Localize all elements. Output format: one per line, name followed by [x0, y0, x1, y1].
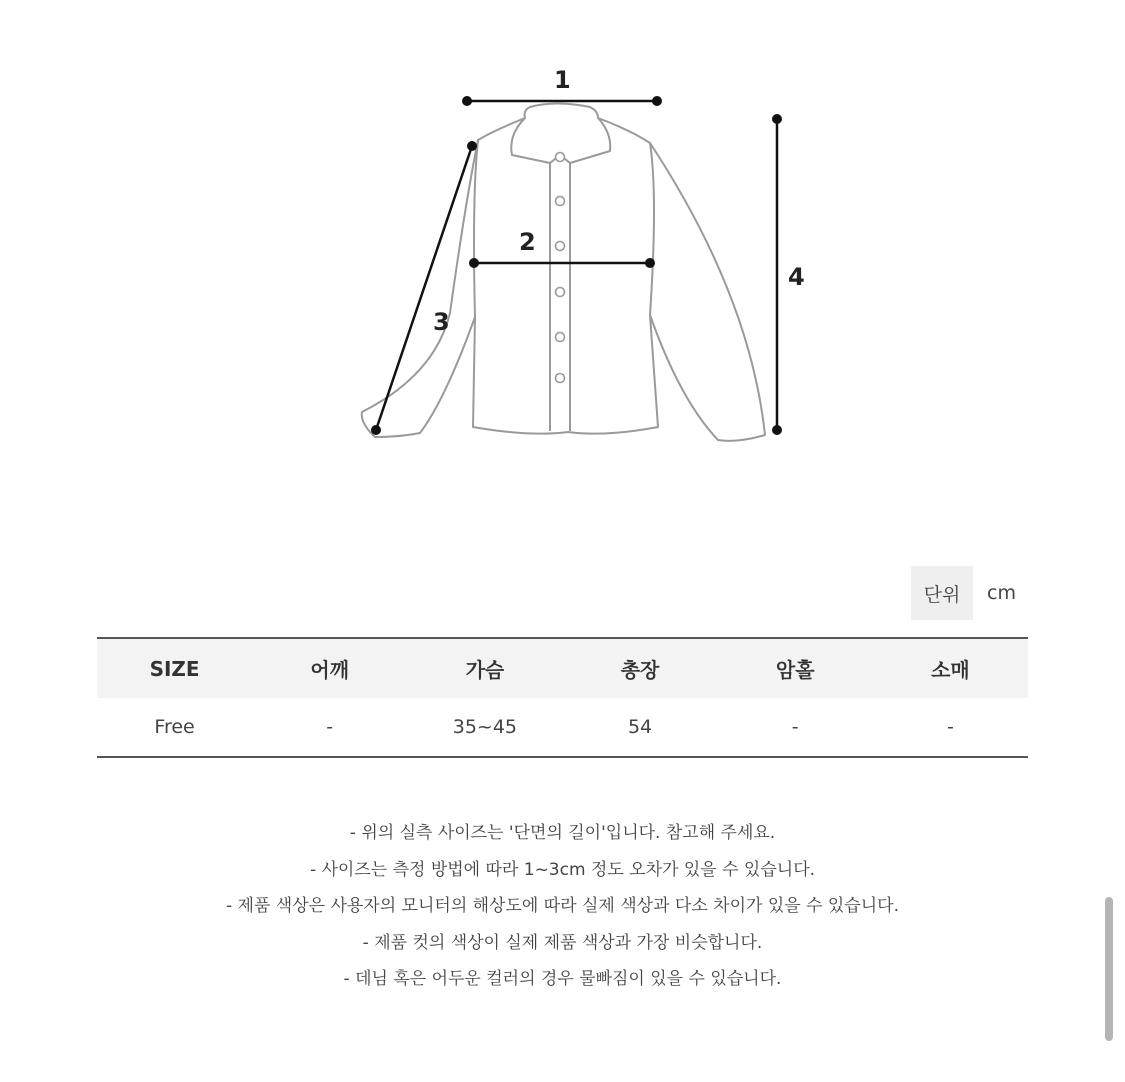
button-icon	[556, 153, 565, 162]
shirt-outline	[362, 118, 765, 441]
header-shoulder: 어깨	[252, 638, 407, 698]
unit-indicator	[911, 566, 1016, 620]
cell-size: Free	[97, 698, 252, 757]
note-line: - 제품 컷의 색상이 실제 제품 색상과 가장 비슷합니다.	[362, 932, 763, 953]
header-length: 총장	[562, 638, 717, 698]
measure-line-3	[376, 146, 472, 430]
cell-chest: 35~45	[407, 698, 562, 757]
shirt-measurement-diagram	[340, 55, 810, 455]
cell-length: 54	[562, 698, 717, 757]
table-header-row	[97, 638, 1028, 698]
measure-label-4: 4	[788, 263, 805, 291]
button-icon	[556, 197, 565, 206]
note-line: - 위의 실측 사이즈는 '단면의 길이'입니다. 참고해 주세요.	[349, 823, 776, 843]
size-notes	[0, 815, 1125, 998]
header-sleeve: 소매	[873, 638, 1028, 698]
measure-label-2: 2	[519, 228, 536, 256]
button-icon	[556, 333, 565, 342]
measure-label-1: 1	[554, 66, 571, 94]
note-line: - 데님 혹은 어두운 컬러의 경우 물빠짐이 있을 수 있습니다.	[343, 969, 782, 989]
table-row	[97, 698, 1028, 757]
size-table	[97, 637, 1028, 758]
unit-value: cm	[987, 582, 1016, 604]
button-icon	[556, 374, 565, 383]
note-line: - 사이즈는 측정 방법에 따라 1~3cm 정도 오차가 있을 수 있습니다.	[309, 859, 816, 880]
scrollbar-thumb[interactable]	[1105, 897, 1113, 1041]
button-icon	[556, 288, 565, 297]
cell-shoulder: -	[252, 698, 407, 757]
header-armhole: 암홀	[718, 638, 873, 698]
cell-sleeve: -	[873, 698, 1028, 757]
unit-label: 단위	[911, 566, 973, 620]
cell-armhole: -	[718, 698, 873, 757]
measure-label-3: 3	[433, 308, 450, 336]
button-icon	[556, 242, 565, 251]
header-chest: 가슴	[407, 638, 562, 698]
note-line: - 제품 색상은 사용자의 모니터의 해상도에 따라 실제 색상과 다소 차이가 있을 수 있습니다.	[226, 896, 899, 916]
header-size: SIZE	[97, 638, 252, 698]
